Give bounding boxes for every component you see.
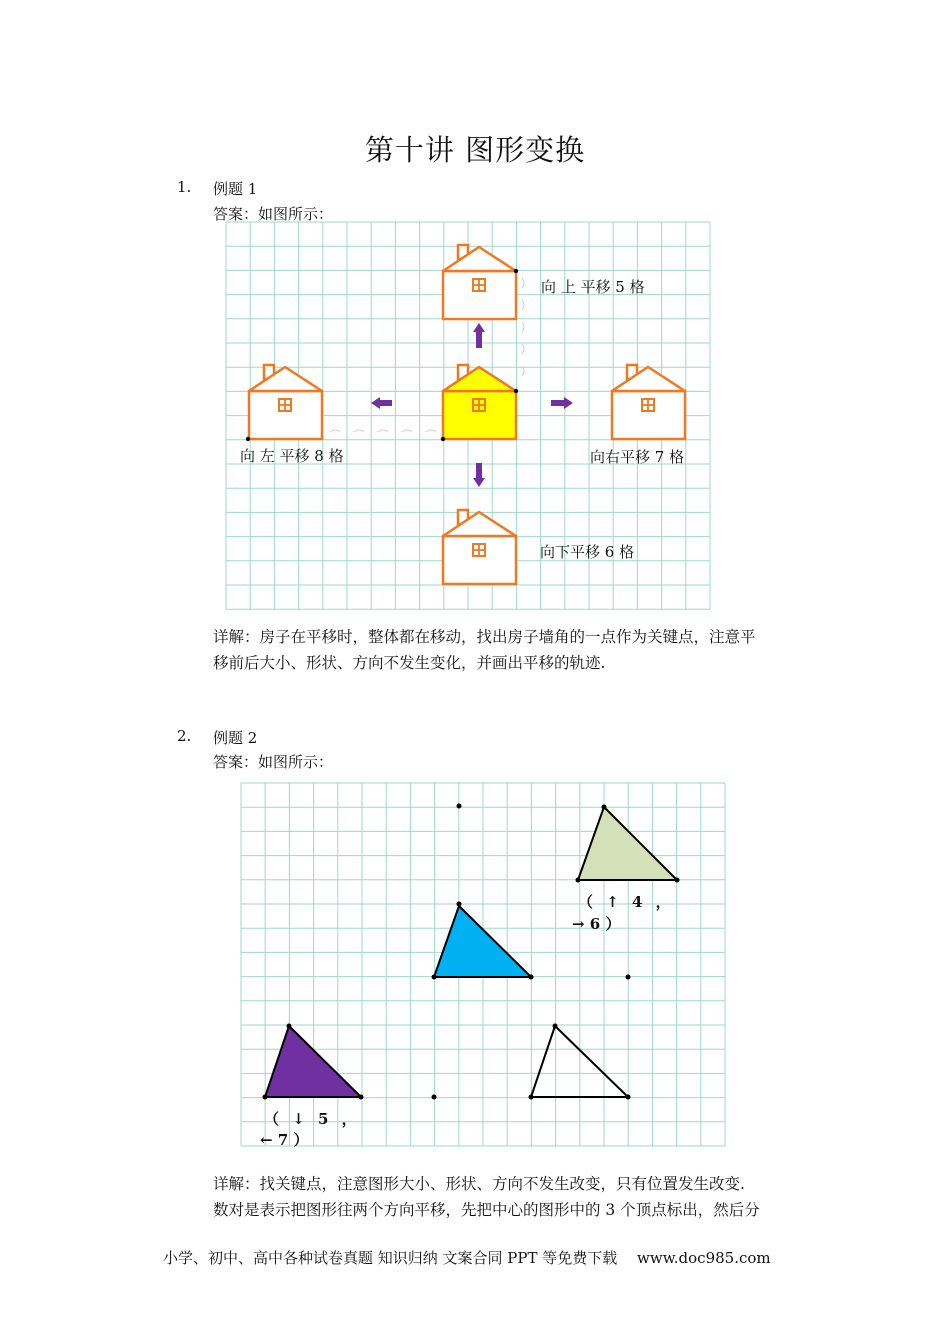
house-down [443,510,516,584]
page-title: 第十讲 图形变换 [364,133,586,167]
section2-number: 2. [177,727,192,745]
house-up [443,245,516,319]
label-bottom-pair-a: （ ↓ 5 ， [264,1110,357,1128]
section2-explain-line1: 详解：找关键点，注意图形大小、形状、方向不发生改变，只有位置发生改变. [213,1175,745,1193]
label-right-translate: 向右平移 7 格 [590,448,685,466]
label-top-pair-a: （ ↑ 4 ， [578,893,671,911]
label-bottom-pair-b: ← 7 ） [260,1131,309,1149]
section1-number: 1. [177,178,192,196]
section1-explain-line1: 详解：房子在平移时，整体都在移动，找出房子墙角的一点作为关键点，注意平 [213,628,756,646]
section1-answer: 答案：如图所示： [213,205,334,223]
label-top-pair-b: → 6 ） [572,915,621,933]
house-right [612,365,685,439]
section2-answer: 答案：如图所示： [213,753,334,771]
up-trail [522,278,524,376]
arrow-up-icon [473,323,485,348]
section1-heading: 例题 1 [213,180,258,198]
label-up-translate: 向 上 平移 5 格 [541,278,645,296]
label-left-translate: 向 左 平移 8 格 [240,447,344,465]
arrow-down-icon [473,463,485,487]
triangle-green [578,807,677,880]
arrow-right-icon [551,397,573,409]
section2-heading: 例题 2 [213,729,258,747]
section1-explain-line2: 移前后大小、形状、方向不发生变化，并画出平移的轨迹. [213,654,606,672]
triangle-purple [265,1026,361,1097]
house-left [249,365,322,439]
arrow-left-icon [371,397,392,409]
label-down-translate: 向下平移 6 格 [540,543,635,561]
house-center [443,365,516,439]
section2-explain-line2: 数对是表示把图形往两个方向平移，先把中心的图形中的 3 个顶点标出，然后分 [213,1201,760,1219]
footer: 小学、初中、高中各种试卷真题 知识归纳 文案合同 PPT 等免费下载 www.doc985.com [163,1249,771,1267]
